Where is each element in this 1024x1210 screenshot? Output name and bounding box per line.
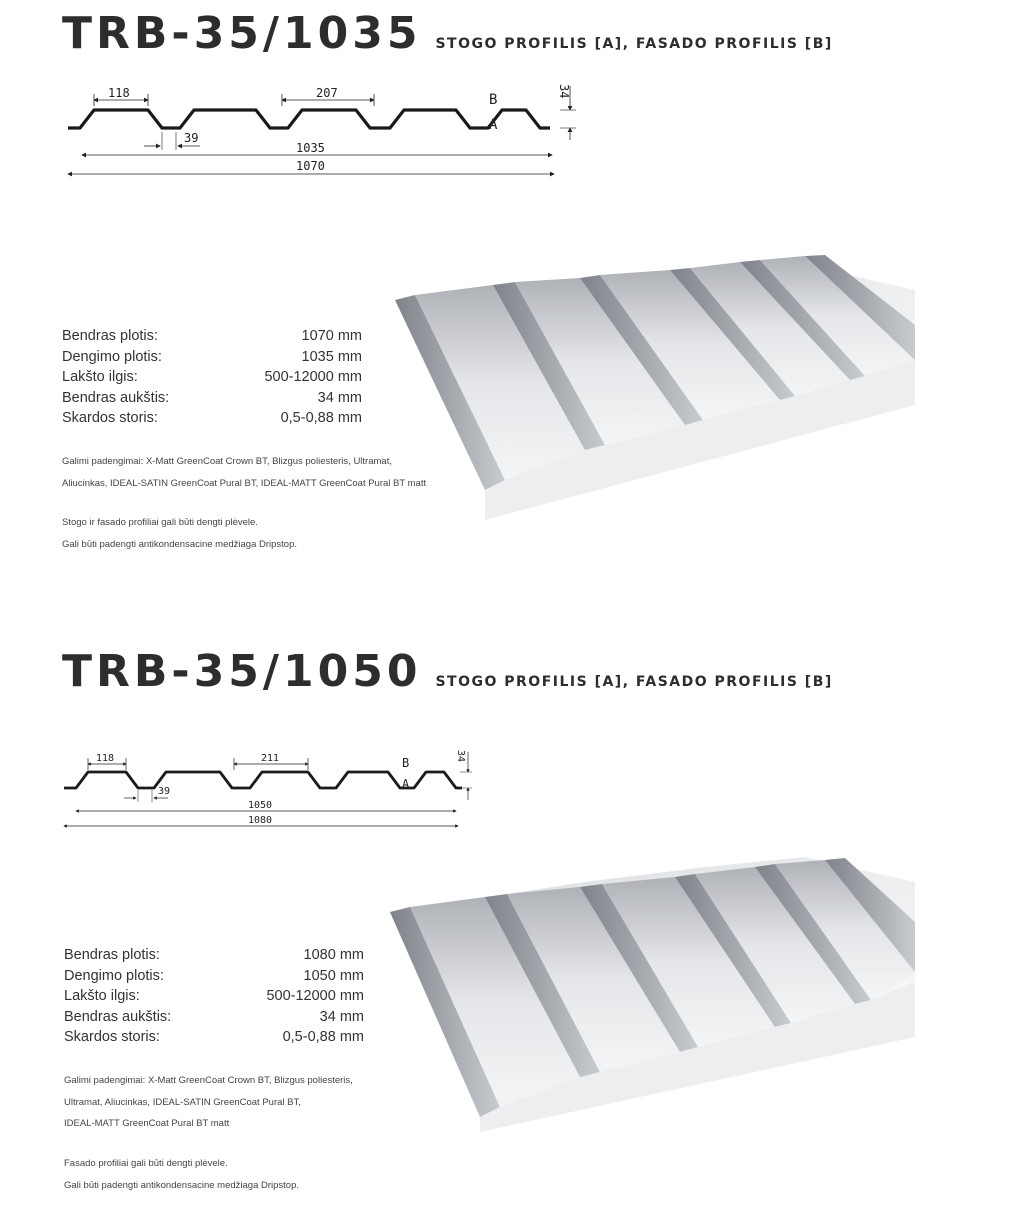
spec-value: 34 mm: [317, 389, 362, 406]
product-subtitle: STOGO PROFILIS [A], FASADO PROFILIS [B]: [435, 674, 833, 690]
dim-total-width: 1080: [248, 815, 273, 826]
spec-row: [64, 945, 364, 966]
coatings-line: IDEAL-MATT GreenCoat Pural BT matt: [64, 1118, 230, 1129]
note-line: Gali būti padengti antikondensacine medžiaga Dripstop.: [64, 1179, 300, 1191]
spec-label: Lakšto ilgis:: [64, 988, 140, 1005]
section-header: [62, 8, 833, 59]
spec-row: [62, 347, 362, 368]
film-note: [64, 1153, 484, 1196]
spec-value: 0,5-0,88 mm: [280, 410, 362, 427]
section-header: [62, 646, 833, 697]
spec-value: 500-12000 mm: [264, 369, 362, 386]
note-line: Stogo ir fasado profiliai gali būti dengti plėvele.: [62, 517, 258, 528]
spec-label: Bendras plotis:: [64, 947, 160, 963]
spec-value: 1080 mm: [303, 947, 364, 963]
profile-outline: [68, 110, 550, 128]
profile-cross-section-diagram: [58, 748, 478, 838]
spec-row: [64, 1007, 364, 1028]
dim-bottom-width: 39: [184, 131, 199, 145]
spec-label: Bendras plotis:: [62, 328, 158, 344]
spec-row: [64, 966, 364, 987]
spec-row: [64, 986, 364, 1007]
label-a-roof: A: [489, 117, 498, 133]
spec-label: Skardos storis:: [62, 410, 158, 427]
spec-table: [64, 945, 364, 1048]
dim-top-width: 118: [108, 86, 130, 100]
spec-label: Dengimo plotis:: [62, 348, 162, 365]
spec-row: [62, 367, 362, 388]
dim-rib-pitch: 211: [261, 753, 280, 764]
dim-height: 34: [557, 84, 571, 99]
product-title: TRB-35/1035: [62, 8, 422, 59]
spec-row: [62, 326, 362, 347]
spec-row: [64, 1027, 364, 1048]
product-title: TRB-35/1050: [62, 646, 422, 697]
dim-height: 34: [455, 750, 466, 763]
spec-table: [62, 326, 362, 429]
spec-row: [62, 388, 362, 409]
spec-value: 1035 mm: [301, 348, 362, 365]
spec-label: Bendras aukštis:: [64, 1008, 172, 1025]
label-a-roof: A: [402, 777, 410, 791]
dim-cover-width: 1050: [248, 800, 273, 811]
spec-label: Bendras aukštis:: [62, 389, 170, 406]
coatings-line: Galimi padengimai: X-Matt GreenCoat Crown BT, Blizgus poliesteris, Ultramat,: [62, 456, 392, 467]
label-b-facade: B: [402, 756, 410, 770]
dim-bottom-width: 39: [158, 786, 171, 797]
dim-rib-pitch: 207: [316, 86, 338, 100]
spec-value: 1050 mm: [303, 967, 364, 984]
coatings-note: [64, 1070, 424, 1135]
sheet-product-image: [385, 852, 915, 1132]
spec-label: Lakšto ilgis:: [62, 369, 138, 386]
spec-label: Dengimo plotis:: [64, 967, 164, 984]
spec-value: 1070 mm: [301, 328, 362, 344]
spec-row: [62, 408, 362, 429]
spec-value: 0,5-0,88 mm: [282, 1029, 364, 1046]
dim-total-width: 1070: [296, 159, 325, 173]
sheet-product-image: [385, 250, 915, 525]
spec-value: 34 mm: [319, 1008, 364, 1025]
dim-cover-width: 1035: [296, 141, 325, 155]
product-section-trb-35-1035: [0, 0, 1024, 600]
product-subtitle: STOGO PROFILIS [A], FASADO PROFILIS [B]: [435, 36, 833, 52]
dim-top-width: 118: [96, 753, 115, 764]
product-section-trb-35-1050: [0, 620, 1024, 1210]
spec-value: 500-12000 mm: [266, 988, 364, 1005]
profile-cross-section-diagram: [60, 80, 580, 190]
note-line: Fasado profiliai gali būti dengti plėvele.: [64, 1158, 228, 1169]
coatings-line: Aliucinkas, IDEAL-SATIN GreenCoat Pural BT, IDEAL-MATT GreenCoat Pural BT matt: [62, 477, 427, 489]
spec-label: Skardos storis:: [64, 1029, 160, 1046]
label-b-facade: B: [489, 92, 498, 108]
coatings-line: Ultramat, Aliucinkas, IDEAL-SATIN GreenCoat Pural BT,: [64, 1096, 301, 1108]
note-line: Gali būti padengti antikondensacine medžiaga Dripstop.: [62, 538, 298, 550]
coatings-line: Galimi padengimai: X-Matt GreenCoat Crown BT, Blizgus poliesteris,: [64, 1075, 353, 1086]
